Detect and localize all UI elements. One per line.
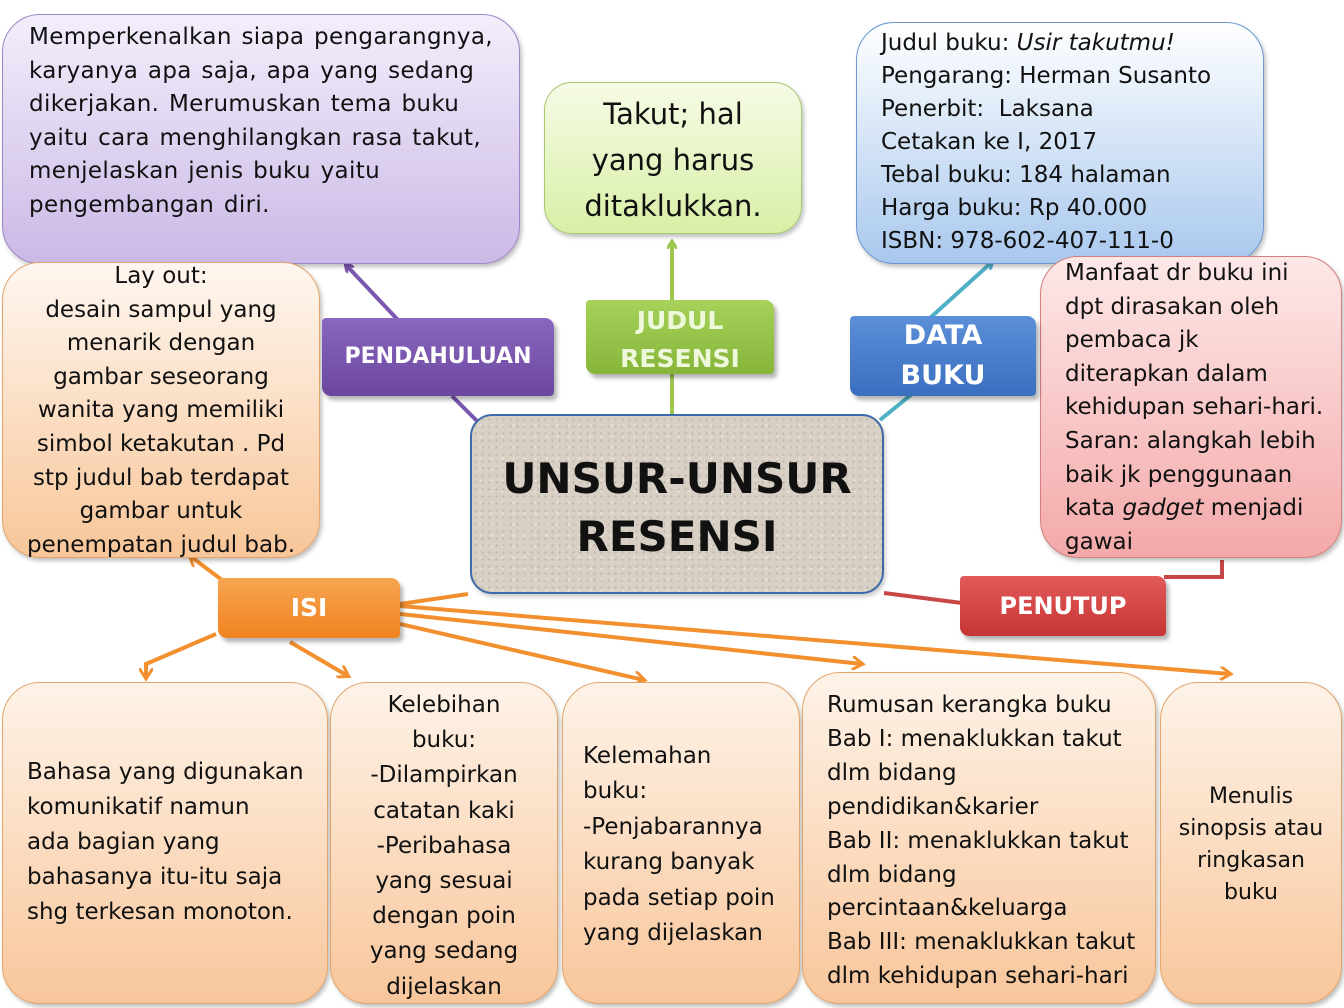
kelebihan-line: dijelaskan	[386, 973, 502, 1000]
penutup-line: dpt dirasakan oleh	[1065, 293, 1280, 320]
isi-rumusan-box	[802, 672, 1156, 1004]
isi-sinopsis-box	[1160, 682, 1342, 1004]
kelebihan-line: buku:	[411, 727, 477, 754]
kelebihan-line: dengan poin	[372, 903, 516, 930]
layout-line: desain sampul yang	[45, 296, 277, 323]
pendahuluan-line: yaitu cara menghilangkan rasa takut,	[29, 124, 482, 151]
bahasa-line: komunikatif namun	[27, 794, 250, 820]
penutup-line: gawai	[1065, 528, 1133, 555]
rumusan-line: dlm kehidupan sehari-hari	[827, 963, 1129, 990]
rumusan-line: percintaan&keluarga	[827, 895, 1068, 922]
layout-description-box	[2, 262, 320, 558]
bahasa-line: Bahasa yang digunakan	[27, 759, 304, 785]
kelemahan-line: kurang banyak	[583, 849, 755, 876]
ribbon-judul-resensi	[586, 300, 774, 374]
kelebihan-line: Kelebihan	[387, 692, 501, 718]
pendahuluan-line: Memperkenalkan siapa pengarangnya,	[29, 24, 493, 50]
center-node-unsur-resensi	[470, 414, 884, 594]
layout-line: penempatan judul bab.	[26, 531, 296, 558]
ribbon-penutup-label: PENUTUP	[999, 592, 1127, 620]
rumusan-line: Rumusan kerangka buku	[827, 692, 1112, 718]
rumusan-line: dlm bidang	[827, 759, 957, 786]
layout-line: gambar seseorang	[53, 363, 269, 390]
penutup-line: kehidupan sehari-hari.	[1065, 394, 1324, 421]
sinopsis-line: ringkasan	[1197, 848, 1305, 873]
judul-buku-value: Usir takutmu!	[1016, 30, 1175, 56]
judul-line: Takut; hal	[603, 97, 743, 131]
bahasa-line: bahasanya itu-itu saja	[27, 864, 283, 890]
bahasa-line: ada bagian yang	[27, 829, 220, 855]
kelebihan-line: -Peribahasa	[376, 832, 512, 859]
ribbon-judul-line1: JUDUL	[636, 306, 724, 335]
ribbon-pendahuluan-label: PENDAHULUAN	[344, 344, 532, 369]
judul-buku-row	[881, 27, 1263, 60]
pendahuluan-line: dikerjakan. Merumuskan tema buku	[29, 91, 460, 117]
kelemahan-line: buku:	[583, 778, 648, 805]
ribbon-data-line1: DATA	[903, 320, 983, 351]
judul-buku-label: Judul buku:	[881, 30, 1010, 56]
kelebihan-line: yang sesuai	[375, 868, 513, 895]
ribbon-data-buku	[850, 316, 1036, 396]
pendahuluan-description-box	[2, 14, 520, 264]
layout-line: simbol ketakutan . Pd	[36, 430, 286, 457]
rumusan-line: pendidikan&karier	[827, 793, 1039, 820]
ribbon-judul-line2: RESENSI	[620, 344, 740, 373]
ribbon-isi	[218, 578, 400, 638]
penerbit-row: Penerbit: Laksana	[881, 96, 1094, 122]
kelebihan-line: catatan kaki	[373, 797, 515, 824]
rumusan-line: Bab II: menaklukkan takut	[827, 827, 1129, 854]
penutup-description-box	[1040, 256, 1342, 558]
isbn-row: ISBN: 978-602-407-111-0	[881, 228, 1174, 254]
rumusan-line: Bab III: menaklukkan takut	[827, 929, 1136, 956]
harga-row: Harga buku: Rp 40.000	[881, 195, 1148, 221]
sinopsis-line: sinopsis atau	[1178, 816, 1324, 841]
center-title-line1: UNSUR-UNSUR	[502, 454, 852, 503]
kelemahan-line: -Penjabarannya	[583, 813, 763, 840]
layout-line: gambar untuk	[79, 498, 243, 525]
rumusan-line: dlm bidang	[827, 861, 957, 888]
judul-line: ditaklukkan.	[584, 189, 762, 223]
penutup-line	[1065, 492, 1335, 526]
layout-line: menarik dengan	[66, 330, 256, 357]
isi-kelemahan-box	[562, 682, 800, 1004]
kelebihan-line: yang sedang	[369, 938, 519, 965]
judul-line: yang harus	[591, 143, 755, 177]
penutup-line: Saran: alangkah lebih	[1065, 427, 1316, 454]
ribbon-isi-label: ISI	[290, 593, 328, 622]
kelemahan-line: yang dijelaskan	[583, 920, 763, 947]
penutup-kata: kata	[1065, 495, 1123, 522]
kelemahan-line: Kelemahan	[583, 743, 712, 769]
layout-line: wanita yang memiliki	[37, 397, 285, 424]
center-title-line2: RESENSI	[576, 512, 778, 561]
penutup-line: diterapkan dalam	[1065, 360, 1268, 387]
penutup-line: pembaca jk	[1065, 327, 1199, 354]
penutup-gadget: gadget	[1122, 495, 1204, 522]
pengarang-row: Pengarang: Herman Susanto	[881, 63, 1212, 89]
penutup-line: Manfaat dr buku ini	[1065, 260, 1289, 286]
ribbon-data-line2: BUKU	[900, 360, 986, 391]
rumusan-line: Bab I: menaklukkan takut	[827, 725, 1122, 752]
data-buku-box	[856, 22, 1264, 264]
isi-bahasa-box	[2, 682, 328, 1004]
ribbon-pendahuluan	[322, 318, 554, 396]
tebal-row: Tebal buku: 184 halaman	[881, 162, 1171, 188]
bahasa-line: shg terkesan monoton.	[27, 899, 293, 925]
ribbon-penutup	[960, 576, 1166, 636]
pendahuluan-line: pengembangan diri.	[29, 191, 270, 218]
kelebihan-line: -Dilampirkan	[370, 762, 518, 789]
layout-line: stp judul bab terdapat	[33, 464, 289, 491]
pendahuluan-line: menjelaskan jenis buku yaitu	[29, 158, 381, 184]
penutup-line: baik jk penggunaan	[1065, 461, 1293, 488]
judul-description-box	[544, 82, 802, 234]
cetakan-row: Cetakan ke I, 2017	[881, 129, 1098, 155]
sinopsis-line: Menulis	[1208, 784, 1294, 809]
pendahuluan-line: karyanya apa saja, apa yang sedang	[29, 57, 475, 84]
kelemahan-line: pada setiap poin	[583, 884, 775, 911]
layout-line: Lay out:	[114, 263, 208, 289]
sinopsis-line: buku	[1224, 880, 1278, 905]
penutup-menjadi: menjadi	[1203, 495, 1304, 522]
isi-kelebihan-box	[330, 682, 558, 1004]
